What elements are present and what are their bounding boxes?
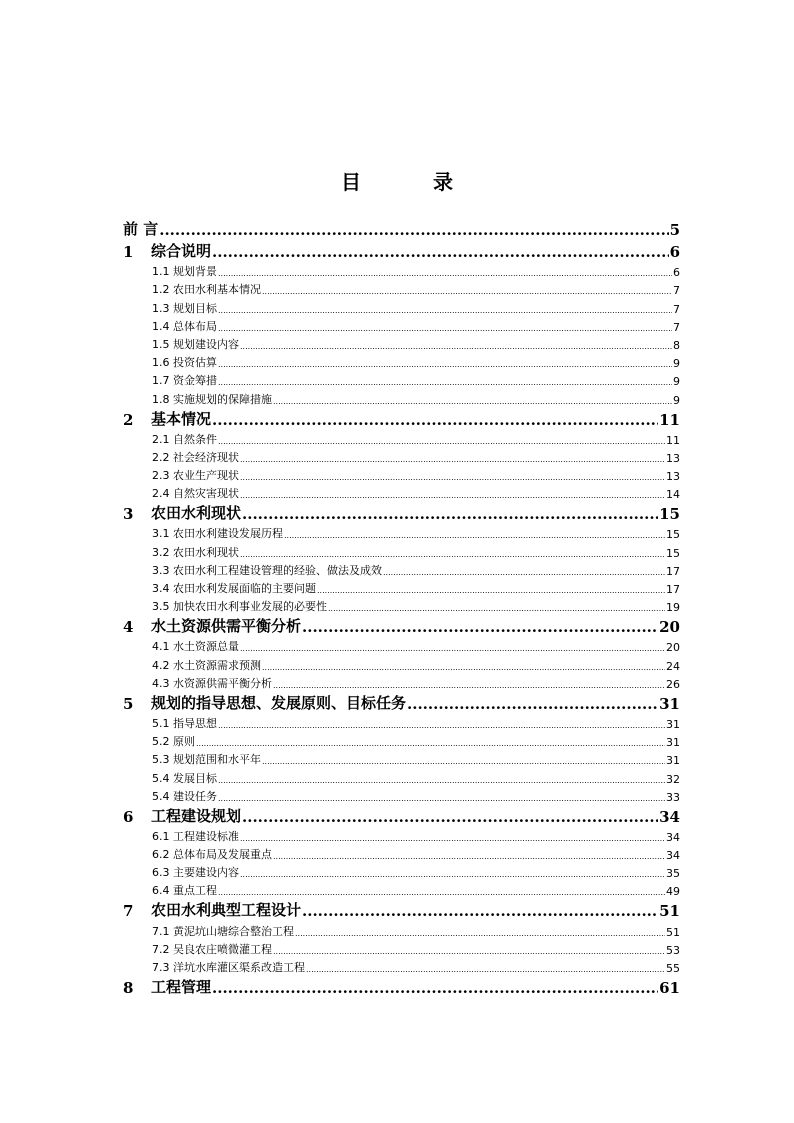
toc-section-entry[interactable]	[123, 731, 680, 749]
section-title: 6.4 重点工程	[152, 884, 217, 898]
section-title: 3.2 农田水利现状	[152, 545, 239, 559]
dot-leader	[240, 547, 665, 560]
toc-section-entry[interactable]	[123, 596, 680, 614]
chapter-number: 3	[123, 505, 134, 524]
section-page-number: 20	[666, 641, 680, 655]
dot-leader	[159, 221, 668, 239]
chapter-title: 水土资源供需平衡分析	[151, 617, 302, 636]
chapter-page-number: 20	[659, 618, 680, 637]
toc-chapter-entry[interactable]	[123, 898, 680, 920]
toc-section-entry[interactable]	[123, 465, 680, 483]
toc-section-entry[interactable]	[123, 334, 680, 352]
section-page-number: 9	[673, 393, 680, 407]
toc-chapter-entry[interactable]	[123, 614, 680, 636]
chapter-title: 农田水利典型工程设计	[151, 901, 302, 920]
section-title: 1.5 规划建设内容	[152, 337, 239, 351]
dot-leader	[273, 944, 665, 957]
section-page-number: 7	[673, 320, 680, 334]
section-title: 6.3 主要建设内容	[152, 866, 239, 880]
toc-section-entry[interactable]	[123, 713, 680, 731]
dot-leader	[262, 754, 665, 767]
section-page-number: 53	[666, 943, 680, 957]
section-page-number: 7	[673, 302, 680, 316]
section-title: 4.1 水土资源总量	[152, 640, 239, 654]
dot-leader	[218, 375, 672, 388]
dot-leader	[240, 641, 665, 654]
chapter-page-number: 61	[659, 979, 680, 997]
toc-chapter-entry[interactable]	[123, 804, 680, 826]
dot-leader	[273, 678, 665, 691]
dot-leader	[383, 565, 665, 578]
section-page-number: 7	[673, 284, 680, 298]
dot-leader	[240, 339, 672, 352]
toc-section-entry[interactable]	[123, 844, 680, 862]
chapter-page-number: 15	[659, 505, 680, 524]
chapter-number: 7	[123, 902, 134, 921]
section-page-number: 32	[666, 772, 680, 786]
toc-section-entry[interactable]	[123, 370, 680, 388]
section-title: 1.6 投资估算	[152, 356, 217, 370]
section-title: 4.3 水资源供需平衡分析	[152, 676, 272, 690]
dot-leader	[196, 736, 665, 749]
dot-leader	[284, 528, 665, 541]
chapter-title: 农田水利现状	[151, 504, 242, 523]
chapter-page-number: 31	[659, 694, 680, 713]
section-title: 5.1 指导思想	[152, 716, 217, 730]
dot-leader	[218, 357, 672, 370]
dot-leader	[218, 303, 672, 316]
dot-leader	[212, 411, 658, 429]
chapter-title: 工程管理	[151, 978, 212, 996]
section-page-number: 55	[666, 962, 680, 975]
chapter-title: 工程建设规划	[151, 806, 242, 825]
dot-leader	[242, 808, 658, 826]
section-title: 7.3 洋坑水库灌区渠系改造工程	[152, 961, 305, 974]
section-title: 3.3 农田水利工程建设管理的经验、做法及成效	[152, 563, 382, 577]
toc-section-entry[interactable]	[123, 920, 680, 938]
dot-leader	[273, 394, 672, 407]
chapter-title: 前 言	[123, 220, 159, 238]
toc-section-entry[interactable]	[123, 786, 680, 804]
section-page-number: 31	[666, 736, 680, 750]
toc-section-entry[interactable]	[123, 654, 680, 672]
section-title: 6.1 工程建设标准	[152, 829, 239, 843]
dot-leader	[240, 488, 665, 501]
section-title: 5.3 规划范围和水平年	[152, 753, 261, 767]
section-page-number: 9	[673, 357, 680, 371]
dot-leader	[407, 695, 658, 713]
toc-section-entry[interactable]	[123, 483, 680, 501]
section-page-number: 9	[673, 375, 680, 389]
title-char-1: 目	[341, 170, 361, 194]
section-page-number: 49	[666, 885, 680, 899]
section-title: 1.8 实施规划的保障措施	[152, 392, 272, 406]
section-title: 1.2 农田水利基本情况	[152, 283, 261, 297]
section-title: 2.4 自然灾害现状	[152, 487, 239, 501]
section-title: 5.4 建设任务	[152, 789, 217, 803]
toc-chapter-entry[interactable]	[123, 691, 680, 713]
dot-leader	[302, 618, 658, 636]
toc-section-entry[interactable]	[123, 880, 680, 898]
toc-section-entry[interactable]	[123, 352, 680, 370]
section-page-number: 35	[666, 867, 680, 881]
dot-leader	[306, 962, 665, 975]
section-page-number: 17	[666, 564, 680, 578]
chapter-number: 5	[123, 694, 134, 713]
chapter-title: 综合说明	[151, 242, 212, 260]
chapter-number: 1	[123, 243, 134, 261]
section-title: 2.2 社会经济现状	[152, 450, 239, 464]
section-title: 6.2 总体布局及发展重点	[152, 848, 272, 862]
dot-leader	[242, 505, 658, 523]
chapter-number: 6	[123, 807, 134, 826]
section-title: 1.4 总体布局	[152, 319, 217, 333]
page-title	[0, 166, 794, 195]
section-page-number: 17	[666, 583, 680, 596]
chapter-page-number: 11	[659, 410, 680, 429]
toc-section-entry[interactable]	[123, 826, 680, 844]
section-page-number: 8	[673, 338, 680, 352]
section-page-number: 11	[666, 433, 680, 447]
section-page-number: 34	[666, 849, 680, 863]
toc-section-entry[interactable]	[123, 939, 680, 957]
dot-leader	[212, 979, 658, 997]
toc-section-entry[interactable]	[123, 560, 680, 578]
section-title: 1.3 规划目标	[152, 301, 217, 315]
section-page-number: 6	[673, 266, 680, 280]
section-page-number: 31	[666, 717, 680, 731]
chapter-page-number: 34	[659, 807, 680, 826]
section-page-number: 33	[666, 790, 680, 804]
dot-leader	[218, 773, 665, 786]
table-of-contents	[123, 217, 680, 997]
toc-section-entry[interactable]	[123, 279, 680, 297]
chapter-title: 规划的指导思想、发展原则、目标任务	[151, 693, 407, 712]
toc-section-entry[interactable]	[123, 957, 680, 975]
toc-section-entry[interactable]	[123, 316, 680, 334]
section-title: 7.2 吴良农庄喷微灌工程	[152, 942, 272, 956]
section-page-number: 31	[666, 754, 680, 768]
section-page-number: 24	[666, 659, 680, 673]
section-title: 3.5 加快农田水利事业发展的必要性	[152, 600, 327, 614]
toc-section-entry[interactable]	[123, 636, 680, 654]
section-title: 2.3 农业生产现状	[152, 469, 239, 483]
dot-leader	[240, 452, 665, 465]
chapter-number: 4	[123, 618, 134, 637]
dot-leader	[218, 434, 665, 447]
dot-leader	[218, 718, 665, 731]
title-char-2: 录	[433, 170, 453, 194]
toc-section-entry[interactable]	[123, 749, 680, 767]
chapter-number: 8	[123, 979, 134, 997]
section-title: 2.1 自然条件	[152, 432, 217, 446]
toc-chapter-entry[interactable]	[123, 239, 680, 261]
dot-leader	[302, 902, 658, 920]
chapter-number: 2	[123, 410, 134, 429]
section-title: 3.1 农田水利建设发展历程	[152, 527, 283, 541]
dot-leader	[317, 583, 665, 596]
section-title: 3.4 农田水利发展面临的主要问题	[152, 582, 316, 595]
dot-leader	[262, 284, 672, 297]
section-title: 5.2 原则	[152, 735, 195, 749]
section-page-number: 14	[666, 488, 680, 502]
chapter-page-number: 51	[659, 902, 680, 921]
toc-section-entry[interactable]	[123, 388, 680, 406]
section-page-number: 26	[666, 677, 680, 691]
chapter-title: 基本情况	[151, 409, 212, 428]
dot-leader	[218, 266, 672, 279]
toc-chapter-entry[interactable]	[123, 501, 680, 523]
section-title: 7.1 黄泥坑山塘综合整治工程	[152, 924, 294, 938]
toc-chapter-entry[interactable]	[123, 407, 680, 429]
dot-leader	[262, 660, 665, 673]
dot-leader	[295, 926, 665, 939]
dot-leader	[328, 601, 665, 614]
dot-leader	[240, 470, 665, 483]
section-page-number: 15	[666, 546, 680, 560]
dot-leader	[273, 849, 665, 862]
toc-section-entry[interactable]	[123, 673, 680, 691]
section-title: 1.1 规划背景	[152, 265, 217, 279]
section-page-number: 13	[666, 451, 680, 465]
toc-section-entry[interactable]	[123, 297, 680, 315]
toc-section-entry[interactable]	[123, 447, 680, 465]
toc-section-entry[interactable]	[123, 578, 680, 596]
dot-leader	[218, 885, 665, 898]
toc-chapter-entry[interactable]	[123, 217, 680, 239]
section-page-number: 13	[666, 470, 680, 484]
dot-leader	[212, 243, 669, 261]
section-title: 1.7 资金筹措	[152, 374, 217, 388]
section-page-number: 51	[666, 925, 680, 939]
chapter-page-number: 6	[669, 243, 680, 261]
section-title: 5.4 发展目标	[152, 771, 217, 785]
dot-leader	[240, 831, 665, 844]
section-page-number: 19	[666, 601, 680, 615]
toc-section-entry[interactable]	[123, 261, 680, 279]
section-page-number: 15	[666, 528, 680, 542]
toc-section-entry[interactable]	[123, 862, 680, 880]
toc-section-entry[interactable]	[123, 541, 680, 559]
toc-section-entry[interactable]	[123, 429, 680, 447]
dot-leader	[218, 321, 672, 334]
toc-chapter-entry[interactable]	[123, 975, 680, 997]
dot-leader	[240, 867, 665, 880]
chapter-page-number: 5	[669, 221, 680, 239]
toc-section-entry[interactable]	[123, 523, 680, 541]
toc-section-entry[interactable]	[123, 767, 680, 785]
section-title: 4.2 水土资源需求预测	[152, 658, 261, 672]
dot-leader	[218, 791, 665, 804]
section-page-number: 34	[666, 830, 680, 844]
